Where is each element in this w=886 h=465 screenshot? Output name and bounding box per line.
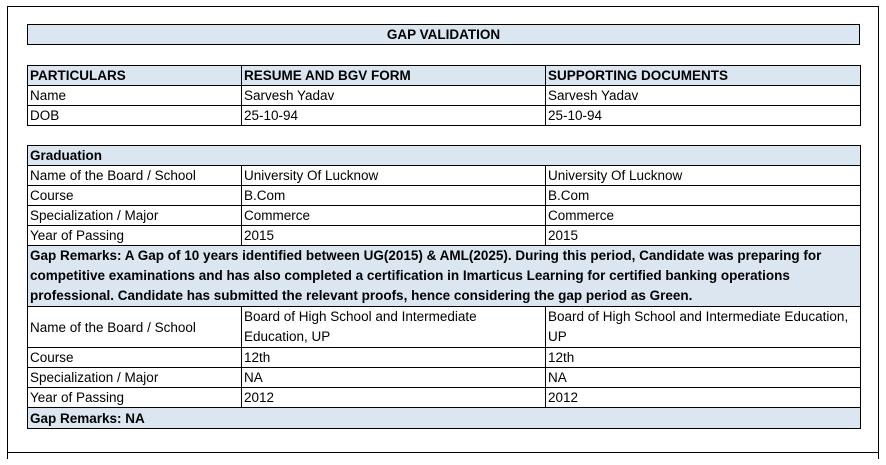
resume-value: Sarvesh Yadav: [242, 86, 546, 106]
personal-table: [27, 65, 861, 126]
row-label: Name: [28, 86, 242, 106]
table-row: [28, 307, 861, 348]
resume-value: Board of High School and Intermediate Education, UP: [242, 307, 546, 348]
table-row: [28, 368, 861, 388]
bottom-divider: [7, 452, 879, 453]
document-value: 25-10-94: [546, 106, 861, 126]
document-value: B.Com: [546, 186, 861, 206]
document-value: 2015: [546, 226, 861, 246]
document-value: NA: [546, 368, 861, 388]
row-label: Specialization / Major: [28, 368, 242, 388]
gap-remarks-row: [28, 246, 861, 307]
document-value: Commerce: [546, 206, 861, 226]
table-row: [28, 226, 861, 246]
document-value: Sarvesh Yadav: [546, 86, 861, 106]
table-row: [28, 166, 861, 186]
row-label: Name of the Board / School: [28, 307, 242, 348]
section-heading-row: [28, 146, 861, 166]
gap-remarks-graduation: Gap Remarks: A Gap of 10 years identified between UG(2015) & AML(2025). During this period, Candidate was preparing for competitive examinations and has also completed a certification in Imarticus Learning for certified banking operations professional. Candidate has submitted the relevant proofs, hence considering the gap period as Green.: [28, 246, 861, 307]
row-label: Name of the Board / School: [28, 166, 242, 186]
header-resume-bgv: RESUME AND BGV FORM: [242, 66, 546, 86]
resume-value: 2015: [242, 226, 546, 246]
resume-value: 12th: [242, 348, 546, 368]
resume-value: 2012: [242, 388, 546, 408]
table-row: [28, 206, 861, 226]
gap-remarks-row: [28, 408, 861, 429]
row-label: DOB: [28, 106, 242, 126]
page-title: GAP VALIDATION: [28, 25, 860, 45]
row-label: Specialization / Major: [28, 206, 242, 226]
table-row: [28, 186, 861, 206]
education-table: [27, 145, 861, 429]
table-row: [28, 106, 861, 126]
gap-remarks-school: Gap Remarks: NA: [28, 408, 861, 429]
document-value: Board of High School and Intermediate Education, UP: [546, 307, 861, 348]
resume-value: NA: [242, 368, 546, 388]
title-row: [28, 25, 860, 45]
resume-value: University Of Lucknow: [242, 166, 546, 186]
row-label: Year of Passing: [28, 226, 242, 246]
document-value: 12th: [546, 348, 861, 368]
section-heading-graduation: Graduation: [28, 146, 861, 166]
document-value: University Of Lucknow: [546, 166, 861, 186]
row-label: Course: [28, 186, 242, 206]
header-supporting-docs: SUPPORTING DOCUMENTS: [546, 66, 861, 86]
table-row: [28, 348, 861, 368]
resume-value: B.Com: [242, 186, 546, 206]
resume-value: Commerce: [242, 206, 546, 226]
title-table: [27, 24, 860, 45]
resume-value: 25-10-94: [242, 106, 546, 126]
table-row: [28, 388, 861, 408]
document-value: 2012: [546, 388, 861, 408]
row-label: Course: [28, 348, 242, 368]
header-row: [28, 66, 861, 86]
header-particulars: PARTICULARS: [28, 66, 242, 86]
row-label: Year of Passing: [28, 388, 242, 408]
table-row: [28, 86, 861, 106]
